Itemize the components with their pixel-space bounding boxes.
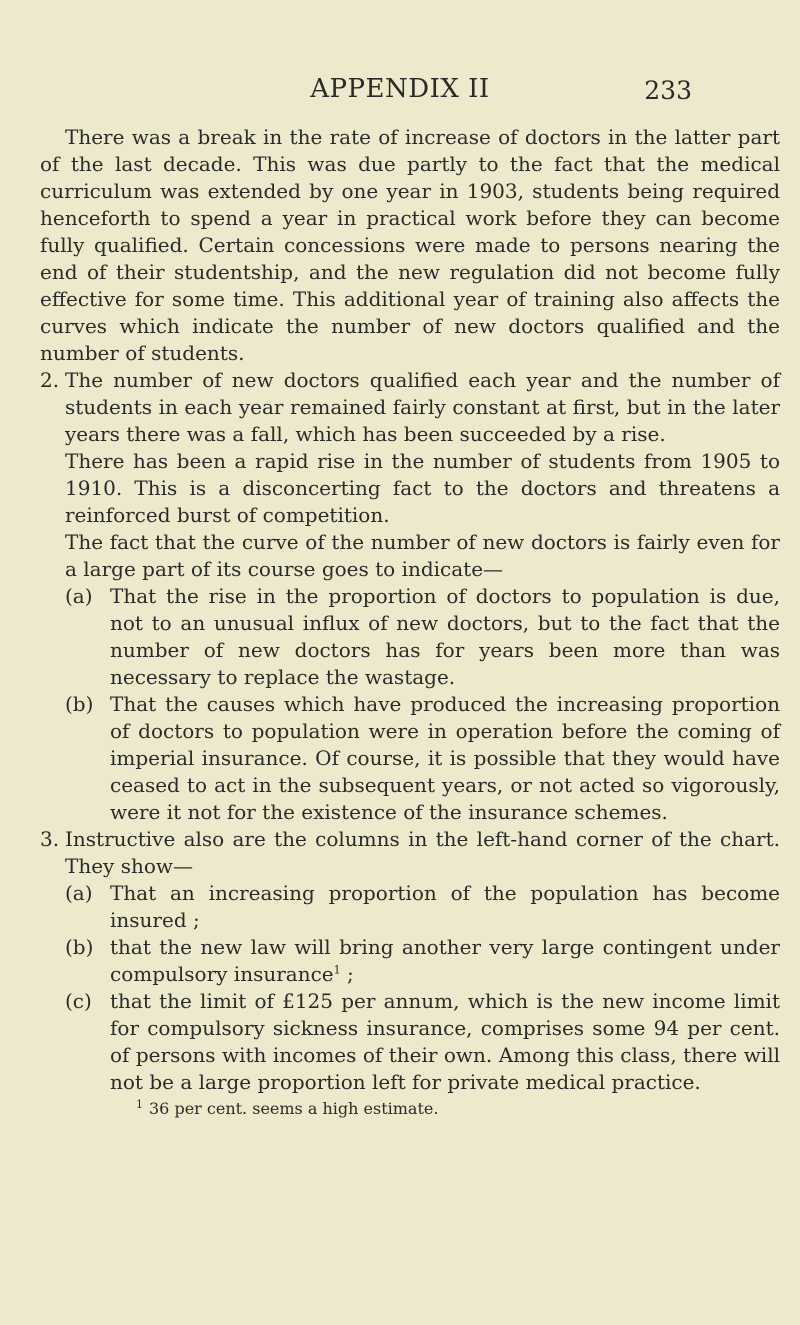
- section-2: [40, 367, 780, 583]
- section-3-paragraph-1: Instructive also are the columns in the left-hand corner of the chart. They show—: [65, 827, 780, 878]
- page-header: [0, 74, 800, 108]
- item-text: That the rise in the proportion of doctors to population is due, not to an unusual influx of new doctors, but to the fact that the number of new doctors has for years been more than was necessary to replace the wastage.: [110, 584, 780, 689]
- section-3-item-c: [40, 988, 780, 1096]
- section-2-number: 2.: [40, 368, 60, 392]
- item-label: (a): [65, 584, 93, 608]
- footnote-mark: 1: [136, 1097, 143, 1111]
- section-2-paragraph-1: The number of new doctors qualified each year and the number of students in each year remained fairly constant at first, but in the later years there was a fall, which has been succeeded by a rise.: [65, 368, 780, 446]
- section-3-item-b: [40, 934, 780, 988]
- body-text: [40, 124, 780, 1120]
- item-label: (b): [65, 935, 94, 959]
- item-text: That the causes which have produced the increasing proportion of doctors to population were in operation before the coming of imperial insurance. Of course, it is possible that they would have ceased to act in the subsequent years, or not acted so vigorously, were it not for the existence of the insurance schemes.: [110, 692, 780, 824]
- paragraph-1: There was a break in the rate of increase of doctors in the latter part of the last decade. This was due partly to the fact that the medical curriculum was extended by one year in 1903, students being required henceforth to spend a year in practical work before they can become fully qualified. Certain concessions were made to persons nearing the end of their studentship, and the new regulation did not become fully effective for some time. This additional year of training also affects the curves which indicate the number of new doctors qualified and the number of students.: [40, 125, 780, 365]
- section-3-number: 3.: [40, 827, 60, 851]
- footnote-text: 36 per cent. seems a high estimate.: [149, 1099, 439, 1118]
- section-2-item-b: [40, 691, 780, 826]
- item-text: that the new law will bring another very large contingent under compulsory insurance: [110, 935, 780, 986]
- section-3: [40, 826, 780, 880]
- item-text-end: ;: [340, 962, 354, 986]
- footnote-reference: 1: [333, 963, 341, 977]
- page-number: 233: [644, 76, 692, 105]
- item-label: (c): [65, 989, 92, 1013]
- item-text: that the limit of £125 per annum, which is the new income limit for compulsory sickness insurance, comprises some 94 per cent. of persons with incomes of their own. Among this class, there will not be a large proportion left for private medical practice.: [110, 989, 780, 1094]
- section-2-paragraph-2: There has been a rapid rise in the number of students from 1905 to 1910. This is a disconcerting fact to the doctors and threatens a reinforced burst of competition.: [65, 449, 780, 527]
- item-label: (a): [65, 881, 93, 905]
- section-2-paragraph-3: The fact that the curve of the number of new doctors is fairly even for a large part of its course goes to indicate—: [65, 530, 780, 581]
- item-label: (b): [65, 692, 94, 716]
- item-text: That an increasing proportion of the population has become insured ;: [110, 881, 780, 932]
- footnote: [40, 1098, 780, 1120]
- running-head: APPENDIX II: [310, 74, 490, 104]
- section-2-item-a: [40, 583, 780, 691]
- section-3-item-a: [40, 880, 780, 934]
